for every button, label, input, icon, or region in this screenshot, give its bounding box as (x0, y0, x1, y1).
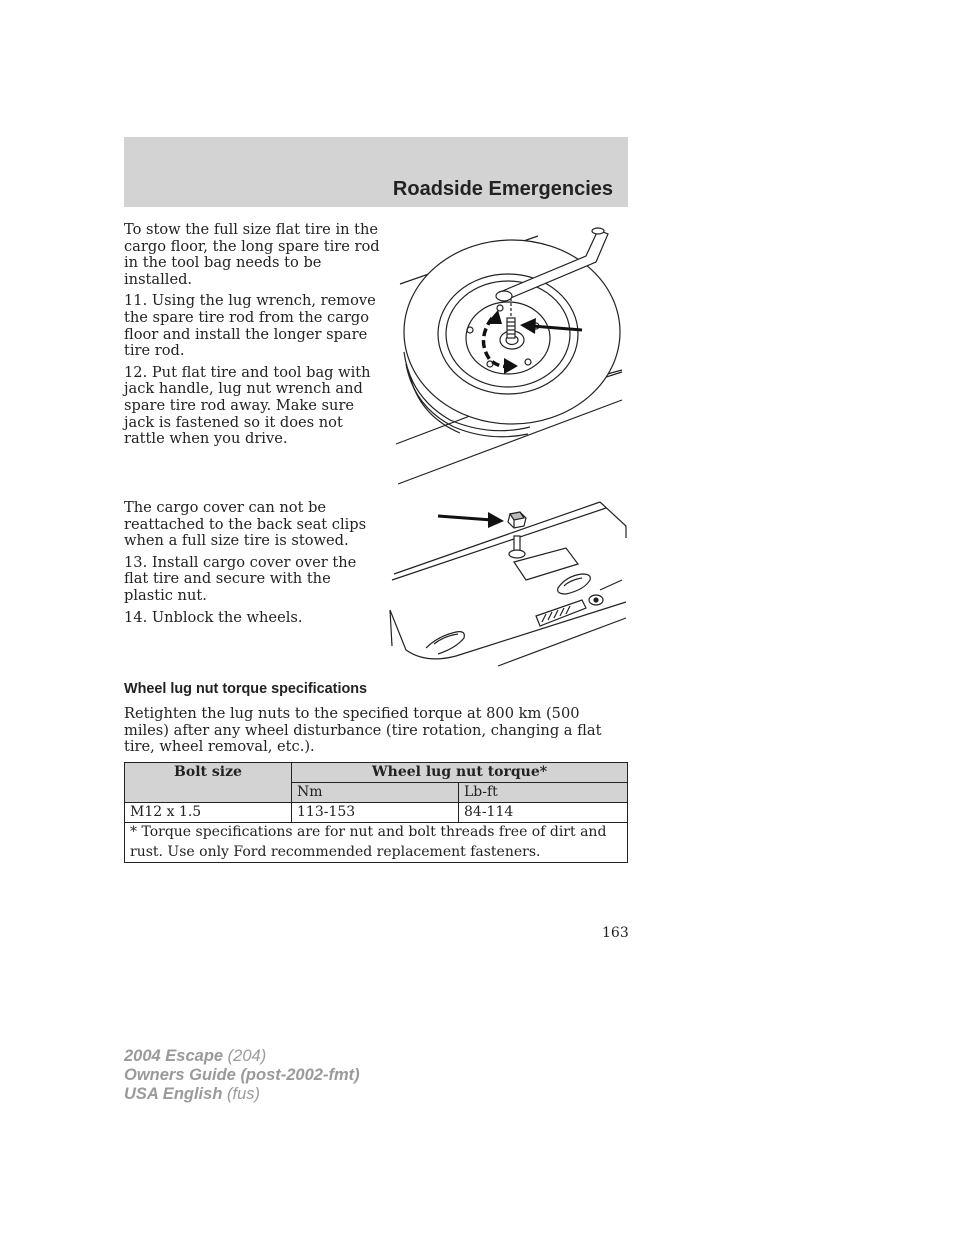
footer-guide: Owners Guide (post-2002-fmt) (124, 1066, 360, 1084)
step-12: 12. Put flat tire and tool bag with jack handle, lug nut wrench and spare tire rod away. Make sure jack is fastened so it does not rattle when you drive. (124, 363, 371, 448)
cell-nm: 113-153 (292, 803, 459, 823)
table-footnote: * Torque specifications are for nut and bolt threads free of dirt and rust. Use only Ford recommended replacement fasteners. (125, 823, 628, 863)
torque-spec-heading: Wheel lug nut torque specifications (124, 681, 368, 697)
stow-intro-paragraph: To stow the full size flat tire in the cargo floor, the long spare tire rod in the tool bag needs to be installed. (124, 221, 380, 288)
step-14: 14. Unblock the wheels. (124, 608, 303, 626)
cell-lbft: 84-114 (459, 803, 628, 823)
col-header-torque: Wheel lug nut torque* (292, 763, 628, 783)
footer-language: USA English (124, 1085, 223, 1103)
unit-lbft: Lb-ft (459, 783, 628, 803)
footer-model-code: (204) (223, 1047, 267, 1065)
col-header-bolt-size: Bolt size (125, 763, 292, 803)
spare-tire-wrench-illustration (390, 222, 630, 490)
unit-nm: Nm (292, 783, 459, 803)
section-title: Roadside Emergencies (392, 178, 613, 200)
torque-spec-paragraph: Retighten the lug nuts to the specified torque at 800 km (500 miles) after any wheel disturbance (tire rotation, changing a flat tire, wheel removal, etc.). (124, 705, 602, 756)
section-header-bar (124, 137, 628, 207)
footer-model: 2004 Escape (124, 1047, 224, 1065)
cell-bolt-size: M12 x 1.5 (125, 803, 292, 823)
section1-text (124, 222, 382, 448)
footer-language-code: (fus) (222, 1085, 260, 1103)
document-footer (124, 1047, 360, 1104)
table-row (125, 803, 628, 823)
step-11: 11. Using the lug wrench, remove the spare tire rod from the cargo floor and install the longer spare tire rod. (124, 292, 376, 360)
cargo-cover-nut-illustration (386, 498, 630, 668)
torque-spec-table (124, 762, 628, 863)
cargo-cover-intro: The cargo cover can not be reattached to the back seat clips when a full size tire is stowed. (124, 499, 367, 550)
section2-text (124, 500, 376, 626)
step-13: 13. Install cargo cover over the flat tire and secure with the plastic nut. (124, 553, 357, 604)
page-number: 163 (602, 925, 629, 941)
